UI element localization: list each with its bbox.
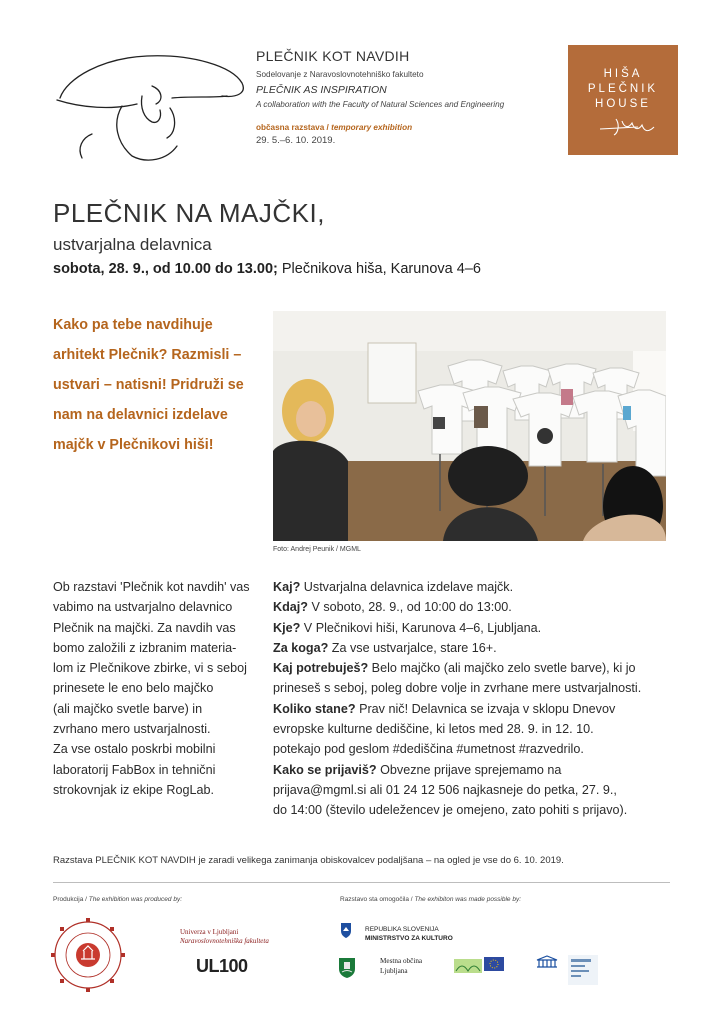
event-title: PLEČNIK NA MAJČKI,	[53, 198, 325, 228]
detail-answer-cont: potekajo pod geslom #dediščina #umetnost #razvedrilo.	[273, 742, 584, 757]
detail-question: Kaj?	[273, 580, 301, 594]
ministry-line2: MINISTRSTVO ZA KULTURO	[365, 935, 453, 942]
detail-cost	[273, 699, 693, 719]
university-name: Univerza v Ljubljani	[180, 928, 239, 936]
detail-answer-cont: do 14:00 (število udeležencev je omejeno, zato pohiti s prijavo).	[273, 803, 628, 818]
detail-answer: Ustvarjalna delavnica izdelave majčk.	[300, 580, 514, 594]
divider	[53, 882, 670, 883]
plecnik-sketch-logo	[52, 38, 252, 168]
detail-what	[273, 577, 693, 597]
detail-when	[273, 597, 693, 617]
detail-answer: V Plečnikovi hiši, Karunova 4–6, Ljubljana.	[300, 620, 542, 635]
description-line: laboratorij FabBox in tehnični	[53, 762, 216, 777]
detail-answer-cont: evropske kulturne dediščine, ki letos med 28. 9. in 12. 10.	[273, 722, 594, 737]
workshop-photo-illustration	[273, 311, 666, 541]
collaboration-en: A collaboration with the Faculty of Natural Sciences and Engineering	[256, 100, 505, 109]
exhibition-title-en: PLEČNIK AS INSPIRATION	[256, 84, 387, 96]
photo-caption: Foto: Andrej Peunik / MGML	[273, 546, 361, 553]
event-date-location	[53, 261, 481, 277]
detail-register	[273, 760, 693, 780]
description-line: vabimo na ustvarjalno delavnico	[53, 600, 233, 615]
description-column	[53, 577, 263, 800]
logo-line-1: HIŠA	[603, 68, 643, 80]
logo-line-3: HOUSE	[595, 98, 651, 110]
detail-answer: Za vse ustvarjalce, stare 16+.	[328, 640, 497, 655]
collaboration-sl: Sodelovanje z Naravoslovnotehniško fakulteto	[256, 70, 424, 79]
produced-by-label	[53, 896, 182, 903]
workshop-photo	[273, 311, 666, 541]
description-line: Plečnik na majčki. Za navdih vas	[53, 620, 236, 635]
heritage-label-logo	[566, 953, 600, 987]
exhibition-type-en: temporary exhibition	[331, 123, 413, 132]
exhibition-title: PLEČNIK KOT NAVDIH	[256, 48, 410, 64]
detail-answer-cont: prineseš s seboj, poleg dobre volje in zvrhane mere ustvarjalnosti.	[273, 681, 642, 696]
ministry-logo	[365, 925, 453, 943]
ljubljana-coat-of-arms-icon	[338, 957, 356, 979]
detail-answer: Prav nič! Delavnica se izvaja v sklopu Dnevov	[355, 701, 616, 716]
detail-question: Koliko stane?	[273, 701, 356, 716]
detail-question: Kaj potrebuješ?	[273, 661, 369, 676]
plecnik-house-logo	[568, 45, 678, 155]
detail-question: Kako se prijaviš?	[273, 762, 377, 777]
slovenia-coat-of-arms-icon	[340, 922, 352, 938]
city-line1: Mestna občina	[380, 957, 423, 965]
detail-answer-cont: prijava@mgml.si ali 01 24 12 506 najkasneje do petka, 27. 9.,	[273, 782, 617, 797]
eu-flag-icon	[484, 957, 504, 971]
intro-text: Kako pa tebe navdihuje arhitekt Plečnik? Razmisli – ustvari – natisni! Pridruži se nam na delavnici izdelave majčk v Plečnikovi hiši!	[53, 317, 244, 453]
unesco-icon	[535, 955, 559, 969]
description-line: Za vse ostalo poskrbi mobilni	[53, 742, 216, 757]
event-date: sobota, 28. 9., od 10.00 do 13.00;	[53, 261, 278, 277]
detail-where	[273, 618, 693, 638]
heritage-days-logo	[452, 953, 484, 981]
event-subtitle: ustvarjalna delavnica	[53, 235, 212, 254]
detail-question: Kje?	[273, 620, 301, 635]
detail-for-whom	[273, 638, 693, 658]
description-line: lom iz Plečnikove zbirke, vi s seboj	[53, 661, 247, 676]
city-line2: Ljubljana	[380, 967, 408, 975]
description-line: prinesete le eno belo majčko	[53, 681, 214, 696]
event-location: Plečnikova hiša, Karunova 4–6	[277, 261, 481, 277]
description-line: zvrhano mero ustvarjalnosti.	[53, 722, 211, 737]
logo-line-2: PLEČNIK	[587, 83, 659, 95]
university-logo	[180, 928, 269, 946]
produced-by-sl: Produkcija /	[53, 896, 89, 903]
exhibition-type	[256, 117, 412, 135]
description-line: Ob razstavi 'Plečnik kot navdih' vas	[53, 580, 250, 594]
faculty-name: Naravoslovnotehniška fakulteta	[180, 937, 269, 945]
detail-question: Za koga?	[273, 640, 329, 655]
description-line: bomo založili z izbranim materia-	[53, 640, 237, 655]
city-logo	[380, 956, 422, 976]
description-line: (ali majčko svetle barve) in	[53, 701, 203, 716]
mgml-seal-logo	[48, 915, 128, 995]
detail-answer: Belo majčko (ali majčko zelo svetle barve), ki jo	[368, 661, 636, 676]
enabled-by-label	[340, 896, 521, 903]
signature-icon	[598, 115, 658, 137]
details-column	[273, 577, 693, 821]
detail-answer: Obvezne prijave sprejemamo na	[376, 762, 562, 777]
produced-by-en: The exhibition was produced by:	[88, 896, 183, 903]
description-line: strokovnjak iz ekipe RogLab.	[53, 782, 215, 797]
detail-question: Kdaj?	[273, 600, 308, 615]
exhibition-dates: 29. 5.–6. 10. 2019.	[256, 135, 336, 146]
exhibition-type-sl: občasna razstava /	[256, 123, 332, 132]
enabled-by-en: The exhibiton was made possible by:	[414, 896, 522, 903]
detail-answer: V soboto, 28. 9., od 10:00 do 13:00.	[307, 600, 512, 615]
extension-note: Razstava PLEČNIK KOT NAVDIH je zaradi velikega zanimanja obiskovalcev podaljšana – na ogled je vse do 6. 10. 2019.	[53, 855, 564, 866]
enabled-by-sl: Razstavo sta omogočila /	[340, 896, 415, 903]
ul100-logo: UL100	[196, 956, 248, 976]
detail-needs	[273, 658, 693, 678]
ministry-line1: REPUBLIKA SLOVENIJA	[365, 926, 439, 933]
